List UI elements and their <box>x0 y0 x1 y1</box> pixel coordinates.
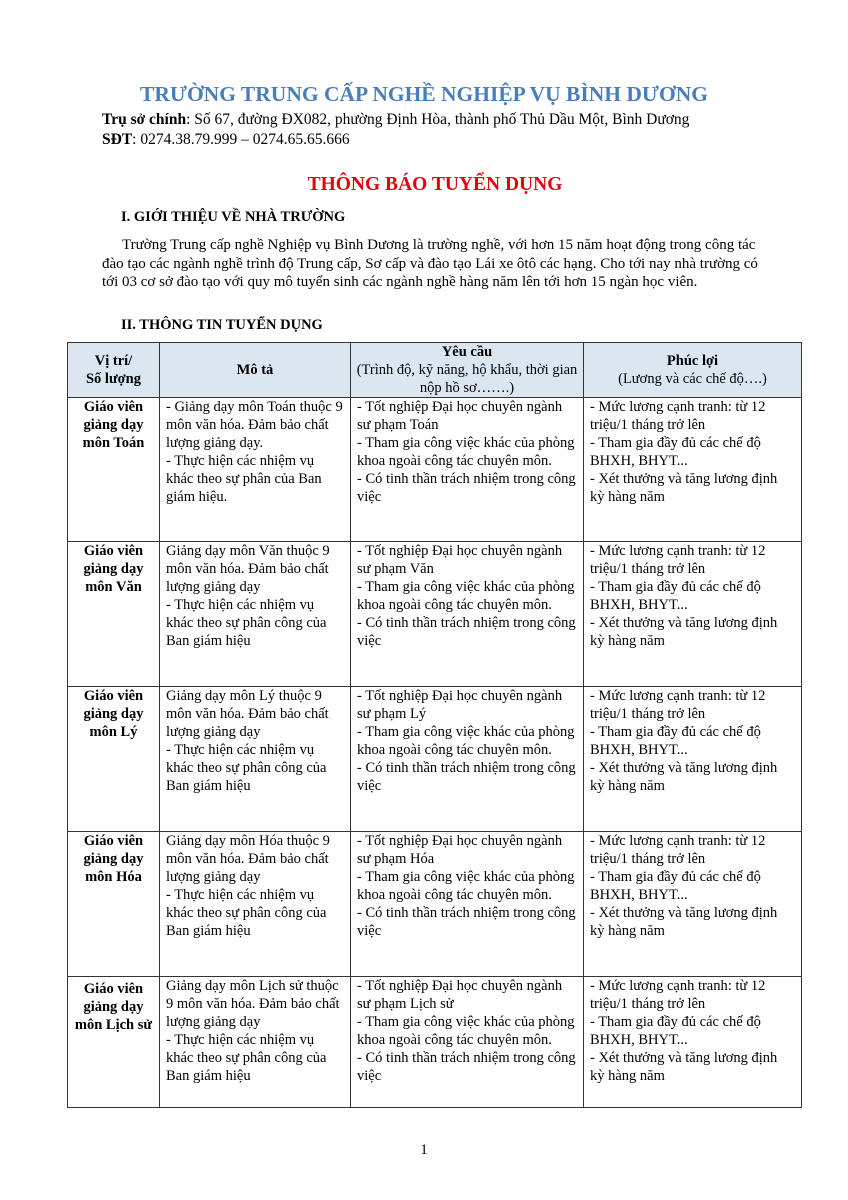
table-row <box>68 977 802 1108</box>
benefits-cell <box>584 977 802 1108</box>
position-cell: Giáo viên giảng dạy môn Văn <box>68 542 160 687</box>
header-position <box>68 343 160 398</box>
header-requirements <box>351 343 584 398</box>
benefits-cell <box>584 687 802 832</box>
requirements-cell <box>351 398 584 542</box>
benefit-line: - Mức lương cạnh tranh: từ 12 triệu/1 tháng trở lên <box>590 978 766 1012</box>
description-cell <box>160 542 351 687</box>
requirement-line: - Tham gia công việc khác của phòng khoa ngoài công tác chuyên môn. <box>357 724 575 758</box>
header-benefits-title: Phúc lợi <box>666 353 719 369</box>
description-cell <box>160 398 351 542</box>
requirement-line: - Tốt nghiệp Đại học chuyên ngành sư phạm Hóa <box>357 833 563 867</box>
benefits-cell <box>584 398 802 542</box>
phone-line <box>102 131 350 149</box>
description-line: - Thực hiện các nhiệm vụ khác theo sự phân công của Ban giám hiệu <box>166 742 327 794</box>
page-number: 1 <box>420 1142 428 1158</box>
description-line: - Thực hiện các nhiệm vụ khác theo sự phân của Ban giám hiệu. <box>166 453 322 505</box>
header-position-line1: Vị trí/ <box>94 353 133 369</box>
recruitment-table <box>67 342 802 1108</box>
header-description-title: Mô tả <box>236 362 274 378</box>
address-value: : Số 67, đường ĐX082, phường Định Hòa, thành phố Thủ Dầu Một, Bình Dương <box>186 111 690 128</box>
benefits-cell <box>584 832 802 977</box>
requirement-line: - Tham gia công việc khác của phòng khoa ngoài công tác chuyên môn. <box>357 435 575 469</box>
description-line: - Giảng dạy môn Toán thuộc 9 môn văn hóa. Đảm bảo chất <box>166 399 343 433</box>
position-cell: Giáo viên giảng dạy môn Lịch sử <box>68 977 160 1108</box>
requirement-line: - Tốt nghiệp Đại học chuyên ngành sư phạm Lịch sử <box>357 978 563 1012</box>
position-cell: Giáo viên giảng dạy môn Hóa <box>68 832 160 977</box>
description-cell <box>160 687 351 832</box>
school-name: TRƯỜNG TRUNG CẤP NGHỀ NGHIỆP VỤ BÌNH DƯƠNG <box>139 82 708 106</box>
description-line: Giảng dạy môn Văn thuộc 9 môn văn hóa. Đảm bảo chất lượng giảng dạy <box>166 543 330 595</box>
benefits-cell <box>584 542 802 687</box>
benefit-line: - Xét thưởng và tăng lương định kỳ hàng năm <box>590 905 778 939</box>
requirements-cell <box>351 832 584 977</box>
position-cell: Giáo viên giảng dạy môn Toán <box>68 398 160 542</box>
header-benefits-sub: (Lương và các chế độ….) <box>618 371 767 387</box>
description-line: - Thực hiện các nhiệm vụ khác theo sự phân công của Ban giám hiệu <box>166 887 327 939</box>
requirement-line: - Tốt nghiệp Đại học chuyên ngành sư phạm Lý <box>357 688 563 722</box>
table-row <box>68 687 802 832</box>
requirement-line: - Có tinh thần trách nhiệm trong công việc <box>357 615 576 649</box>
section-2-heading: II. THÔNG TIN TUYỂN DỤNG <box>121 317 323 333</box>
requirements-cell <box>351 542 584 687</box>
benefit-line: - Tham gia đầy đủ các chế độ BHXH, BHYT... <box>590 869 761 903</box>
table-row <box>68 398 802 542</box>
header-benefits <box>584 343 802 398</box>
requirement-line: - Có tinh thần trách nhiệm trong công việc <box>357 760 576 794</box>
benefit-line: - Tham gia đầy đủ các chế độ BHXH, BHYT... <box>590 435 761 469</box>
requirement-line: - Có tinh thần trách nhiệm trong công việc <box>357 1050 576 1084</box>
header-requirements-title: Yêu cầu <box>441 344 493 360</box>
description-line: - Thực hiện các nhiệm vụ khác theo sự phân công của Ban giám hiệu <box>166 597 327 649</box>
requirement-line: - Có tinh thần trách nhiệm trong công việc <box>357 471 576 505</box>
address-label: Trụ sở chính <box>102 111 187 128</box>
section-1-body: Trường Trung cấp nghề Nghiệp vụ Bình Dương là trường nghề, với hơn 15 năm hoạt động trong công tác đào tạo các ngành nghề trình độ Trung cấp, Sơ cấp và đào tạo Lái xe ôtô các hạng. Cho tới nay nhà trường có tới 03 cơ sở đào tạo với quy mô tuyển sinh các ngành nghề hàng năm lên tới hơn 15 ngàn học viên. <box>102 237 758 290</box>
table-row <box>68 542 802 687</box>
document-title: THÔNG BÁO TUYỂN DỤNG <box>307 174 563 195</box>
benefit-line: - Xét thưởng và tăng lương định kỳ hàng năm <box>590 1050 778 1084</box>
description-line: Giảng dạy môn Lý thuộc 9 môn văn hóa. Đảm bảo chất lượng giảng dạy <box>166 688 329 740</box>
description-line: lượng giảng dạy. <box>166 435 264 451</box>
requirement-line: - Tham gia công việc khác của phòng khoa ngoài công tác chuyên môn. <box>357 1014 575 1048</box>
description-cell <box>160 832 351 977</box>
description-cell <box>160 977 351 1108</box>
description-line: Giảng dạy môn Lịch sử thuộc 9 môn văn hóa. Đảm bảo chất lượng giảng dạy <box>166 978 340 1030</box>
position-cell: Giáo viên giảng dạy môn Lý <box>68 687 160 832</box>
phone-label: SĐT <box>102 131 133 148</box>
table-header-row <box>68 343 802 398</box>
address-line <box>102 111 689 129</box>
description-line: - Thực hiện các nhiệm vụ khác theo sự phân công của Ban giám hiệu <box>166 1032 327 1084</box>
requirement-line: - Tốt nghiệp Đại học chuyên ngành sư phạm Toán <box>357 399 563 433</box>
section-1-heading: I. GIỚI THIỆU VỀ NHÀ TRƯỜNG <box>121 209 346 225</box>
requirement-line: - Tham gia công việc khác của phòng khoa ngoài công tác chuyên môn. <box>357 869 575 903</box>
phone-value: : 0274.38.79.999 – 0274.65.65.666 <box>132 131 350 148</box>
benefit-line: - Mức lương cạnh tranh: từ 12 triệu/1 tháng trở lên <box>590 833 766 867</box>
requirements-cell <box>351 977 584 1108</box>
benefit-line: - Mức lương cạnh tranh: từ 12 triệu/1 tháng trở lên <box>590 688 766 722</box>
header-requirements-sub: (Trình độ, kỹ năng, hộ khẩu, thời gian nộp hồ sơ…….) <box>356 362 578 396</box>
requirements-cell <box>351 687 584 832</box>
table-row <box>68 832 802 977</box>
benefit-line: - Tham gia đầy đủ các chế độ BHXH, BHYT... <box>590 579 761 613</box>
benefit-line: - Tham gia đầy đủ các chế độ BHXH, BHYT... <box>590 724 761 758</box>
benefit-line: - Xét thưởng và tăng lương định kỳ hàng năm <box>590 471 778 505</box>
benefit-line: - Xét thưởng và tăng lương định kỳ hàng năm <box>590 615 778 649</box>
benefit-line: - Xét thưởng và tăng lương định kỳ hàng năm <box>590 760 778 794</box>
benefit-line: - Mức lương cạnh tranh: từ 12 triệu/1 tháng trở lên <box>590 543 766 577</box>
description-line: Giảng dạy môn Hóa thuộc 9 môn văn hóa. Đảm bảo chất lượng giảng dạy <box>166 833 330 885</box>
header-description <box>160 343 351 398</box>
requirement-line: - Có tinh thần trách nhiệm trong công việc <box>357 905 576 939</box>
requirement-line: - Tham gia công việc khác của phòng khoa ngoài công tác chuyên môn. <box>357 579 575 613</box>
benefit-line: - Tham gia đầy đủ các chế độ BHXH, BHYT... <box>590 1014 761 1048</box>
requirement-line: - Tốt nghiệp Đại học chuyên ngành sư phạm Văn <box>357 543 563 577</box>
benefit-line: - Mức lương cạnh tranh: từ 12 triệu/1 tháng trở lên <box>590 399 766 433</box>
header-position-line2: Số lượng <box>85 371 141 387</box>
